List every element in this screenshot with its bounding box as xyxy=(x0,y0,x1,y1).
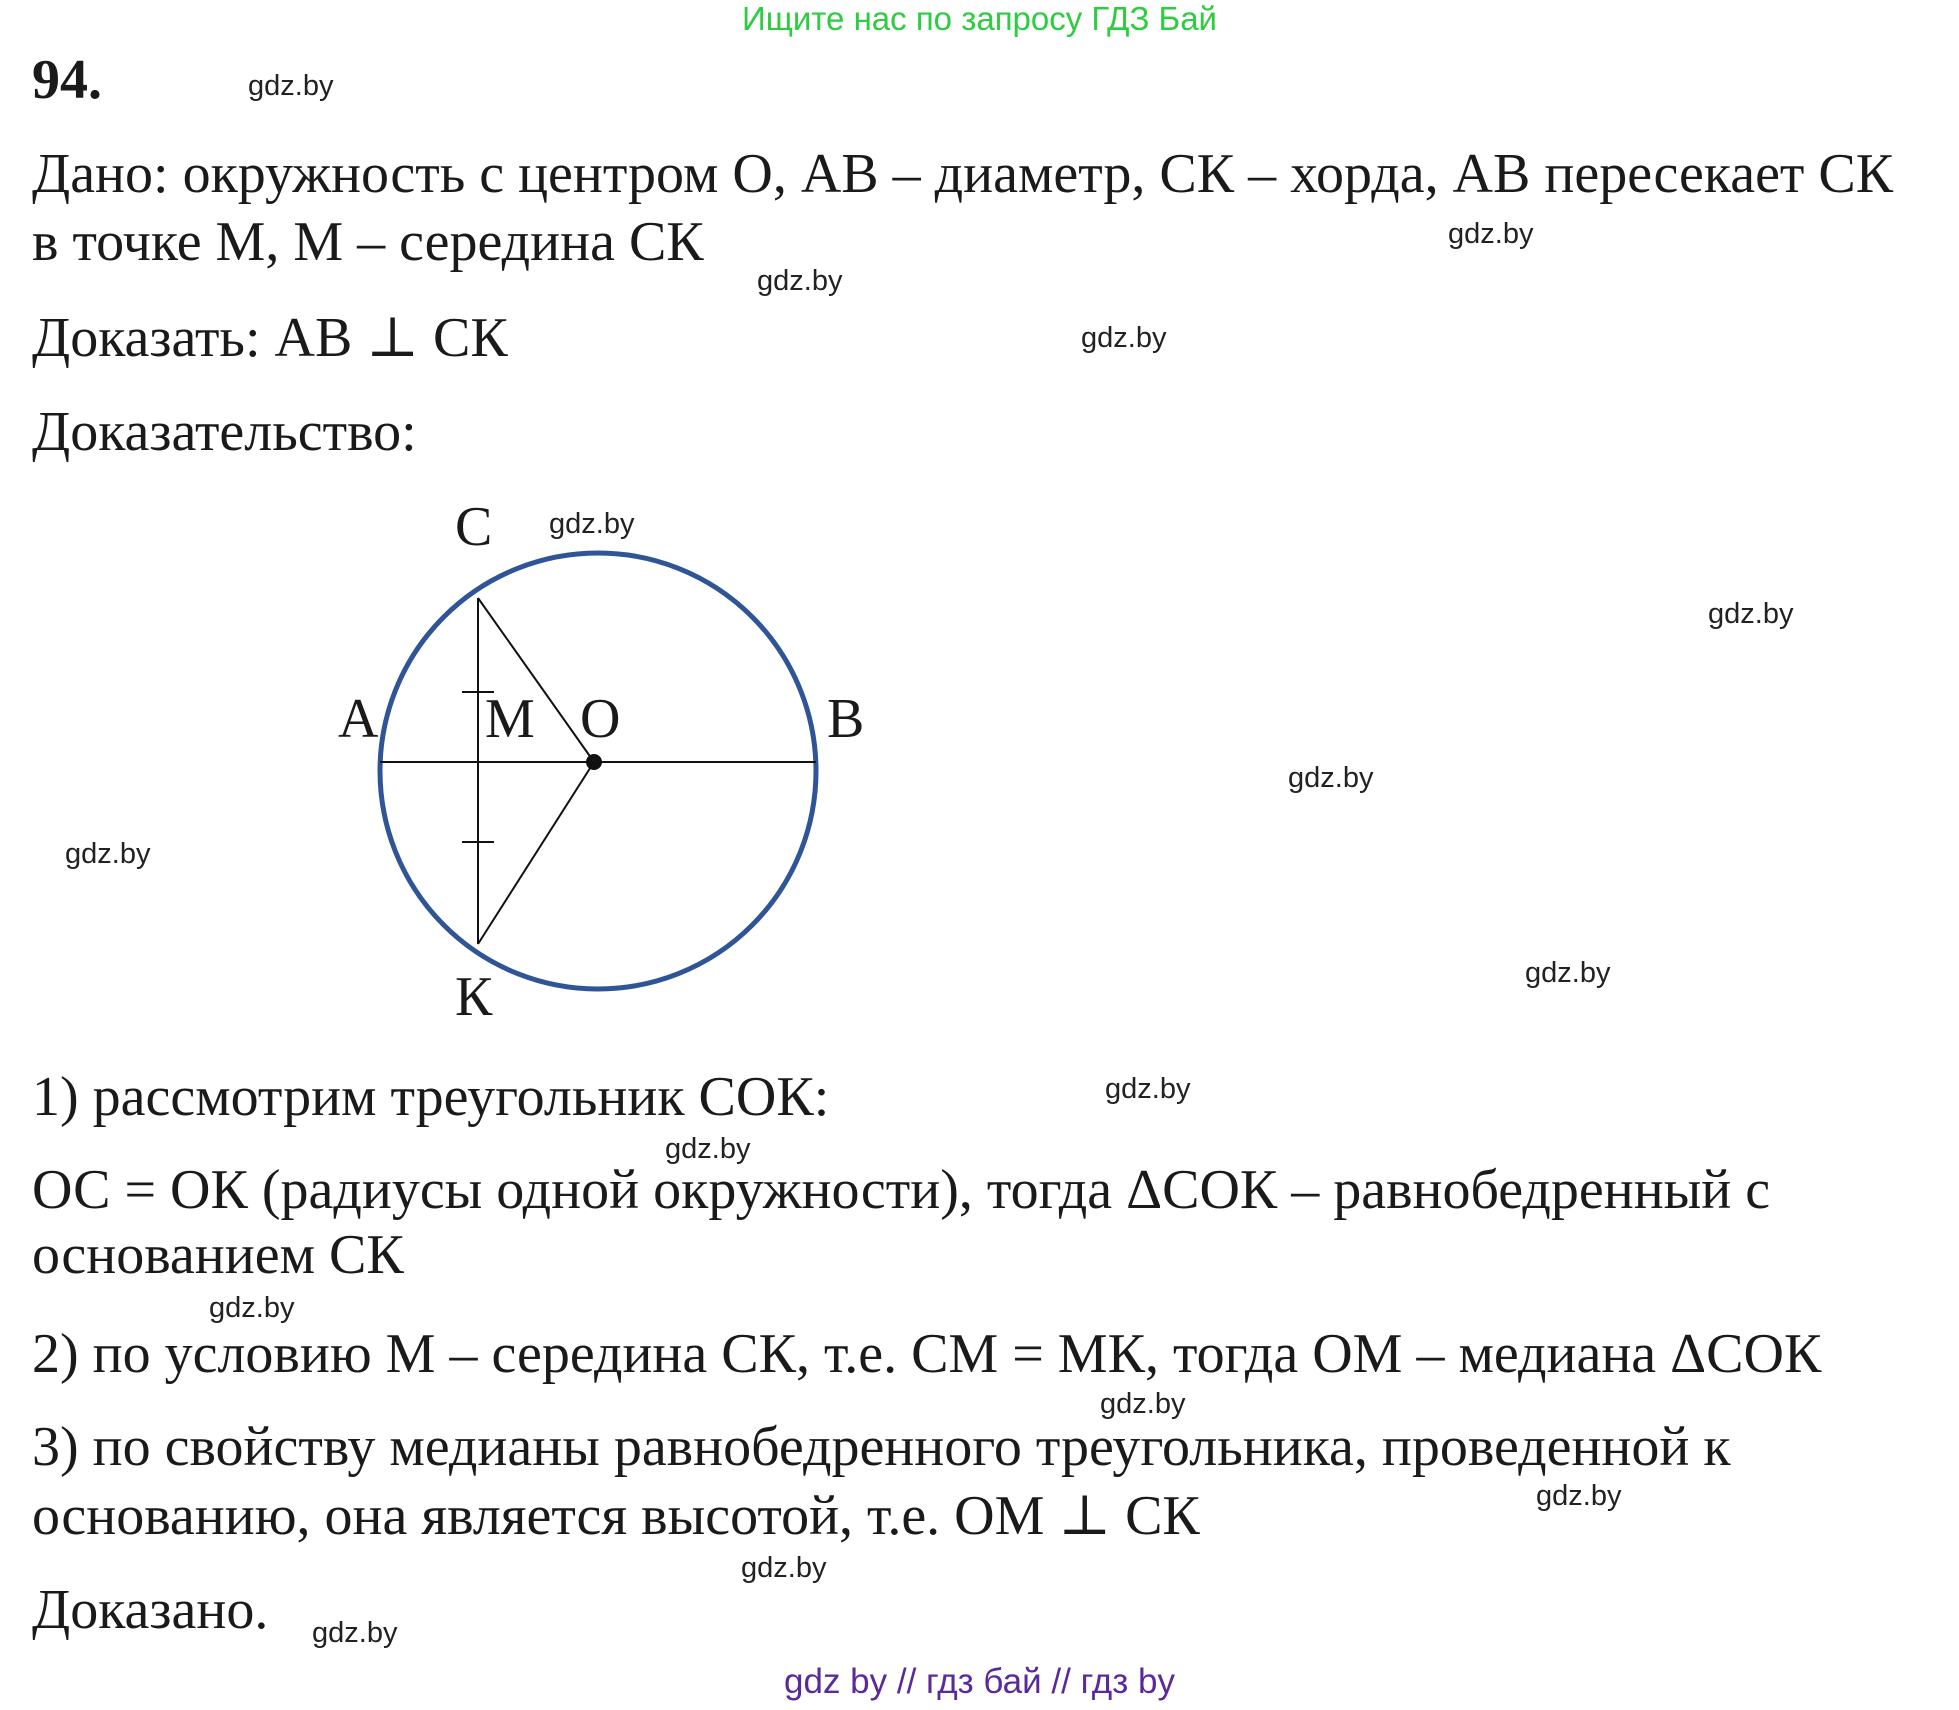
watermark: gdz.by xyxy=(1448,218,1534,250)
label-c: С xyxy=(455,496,493,558)
given-line-2: в точке М, М – середина СК xyxy=(32,211,704,273)
label-m: М xyxy=(485,688,535,750)
label-a: А xyxy=(338,688,379,750)
step-1-line-3: основанием СК xyxy=(32,1224,404,1286)
watermark: gdz.by xyxy=(665,1133,751,1165)
step-3-line-1: 3) по свойству медианы равнобедренного треугольника, проведенной к xyxy=(32,1416,1731,1478)
step-1: 1) рассмотрим треугольник СОК: xyxy=(32,1066,830,1128)
watermark: gdz.by xyxy=(1525,957,1611,989)
watermark: gdz.by xyxy=(65,838,151,870)
label-k: К xyxy=(455,966,493,1028)
watermark: gdz.by xyxy=(1708,598,1794,630)
step-3-line-2: основанию, она является высотой, т.е. ОМ ⊥ СК xyxy=(32,1485,1200,1547)
watermark: gdz.by xyxy=(741,1552,827,1584)
step-2: 2) по условию М – середина СК, т.е. СМ = МК, тогда ОМ – медиана ΔСОК xyxy=(32,1323,1822,1385)
label-o: О xyxy=(580,688,621,750)
watermark: gdz.by xyxy=(1081,322,1167,354)
problem-number: 94. xyxy=(32,49,102,111)
watermark: gdz.by xyxy=(312,1617,398,1649)
center-point-o xyxy=(586,754,602,770)
circle xyxy=(380,553,816,989)
site-footer: gdz by // гдз бай // гдз by xyxy=(784,1662,1175,1701)
label-b: В xyxy=(827,688,865,750)
watermark: gdz.by xyxy=(1105,1073,1191,1105)
watermark: gdz.by xyxy=(1100,1388,1186,1420)
conclusion: Доказано. xyxy=(32,1579,269,1641)
site-banner: Ищите нас по запросу ГДЗ Бай xyxy=(742,0,1217,37)
watermark: gdz.by xyxy=(1288,762,1374,794)
segment-ok xyxy=(478,762,594,944)
step-1-line-2: ОС = ОК (радиусы одной окружности), тогда ΔСОК – равнобедренный с xyxy=(32,1159,1771,1221)
to-prove: Доказать: АВ ⊥ СК xyxy=(32,307,508,369)
proof-heading: Доказательство: xyxy=(32,401,417,463)
watermark: gdz.by xyxy=(549,508,635,540)
watermark: gdz.by xyxy=(1536,1480,1622,1512)
watermark: gdz.by xyxy=(248,70,334,102)
watermark: gdz.by xyxy=(757,265,843,297)
given-line-1: Дано: окружность с центром О, АВ – диаметр, СК – хорда, АВ пересекает СК xyxy=(32,143,1894,205)
watermark: gdz.by xyxy=(209,1292,295,1324)
